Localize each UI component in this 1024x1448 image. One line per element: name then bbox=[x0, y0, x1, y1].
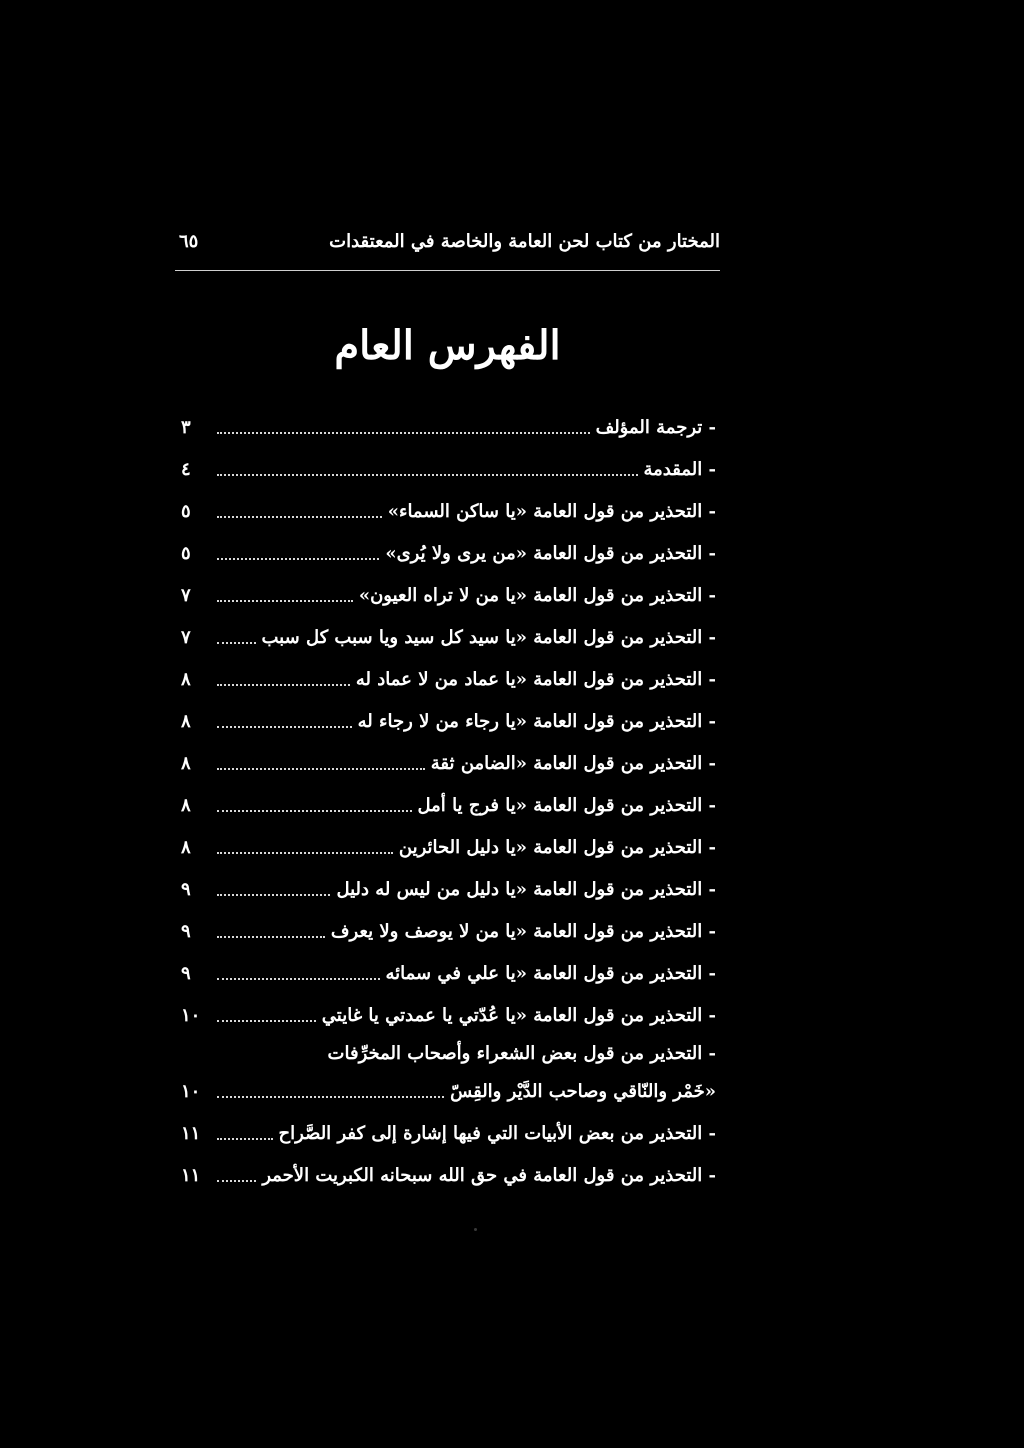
dot-leader bbox=[217, 432, 590, 434]
dot-leader bbox=[217, 516, 382, 518]
toc-entry-text: - التحذير من قول العامة «يا سيد كل سيد ويا سبب كل سبب bbox=[261, 626, 716, 648]
toc-entry-text: - المقدمة bbox=[643, 458, 716, 480]
toc-entry-page: ٩ bbox=[181, 878, 191, 900]
toc-entry-page: ١٠ bbox=[181, 1080, 201, 1102]
toc-entry-page: ٧ bbox=[181, 584, 191, 606]
toc-entry bbox=[175, 784, 720, 826]
toc-entry-page: ٤ bbox=[181, 458, 191, 480]
toc-entry bbox=[175, 826, 720, 868]
toc-entry bbox=[175, 406, 720, 448]
toc-entry-text: - التحذير من قول العامة «يا فرج يا أمل bbox=[417, 794, 716, 816]
toc-entry-text: - التحذير من قول العامة «يا من لا يوصف ولا يعرف bbox=[330, 920, 716, 942]
dot-leader bbox=[217, 642, 256, 644]
dot-leader bbox=[217, 474, 638, 476]
toc-entry-page: ٨ bbox=[181, 668, 191, 690]
toc-entry bbox=[175, 448, 720, 490]
toc-entry-text: - التحذير من قول العامة «يا علي في سمائه bbox=[385, 962, 716, 984]
toc-entry bbox=[175, 994, 720, 1036]
toc-entry-page: ١٠ bbox=[181, 1004, 201, 1026]
toc-entry bbox=[175, 532, 720, 574]
dot-leader bbox=[217, 936, 325, 938]
toc-entry bbox=[175, 910, 720, 952]
toc-entry-page: ٨ bbox=[181, 794, 191, 816]
toc-entry-page: ٥ bbox=[181, 500, 191, 522]
toc-entry-page: ٨ bbox=[181, 836, 191, 858]
toc-entry-page: ٨ bbox=[181, 710, 191, 732]
toc-entry-page: ١١ bbox=[181, 1122, 201, 1144]
page-number: ٦٥ bbox=[179, 230, 199, 252]
dot-leader bbox=[217, 1138, 273, 1140]
toc-entry bbox=[175, 742, 720, 784]
toc-entry bbox=[175, 952, 720, 994]
toc-entry-text: - التحذير من بعض الأبيات التي فيها إشارة إلى كفر الصَّراح bbox=[278, 1122, 716, 1144]
toc-entry-page: ٨ bbox=[181, 752, 191, 774]
toc-entry-text: - التحذير من قول العامة «يا عماد من لا عماد له bbox=[355, 668, 716, 690]
dot-leader bbox=[217, 1096, 444, 1098]
toc-entry-text: - التحذير من قول العامة «الضامن ثقة bbox=[430, 752, 716, 774]
toc-entry bbox=[175, 868, 720, 910]
toc-entry-text: - التحذير من قول العامة «يا رجاء من لا رجاء له bbox=[357, 710, 716, 732]
toc-entry bbox=[175, 1112, 720, 1154]
dot-leader bbox=[217, 978, 380, 980]
dot-leader bbox=[217, 1180, 256, 1182]
toc-entry-page: ٣ bbox=[181, 416, 191, 438]
scan-speck bbox=[474, 1228, 477, 1231]
toc-entry-page: ١١ bbox=[181, 1164, 201, 1186]
dot-leader bbox=[217, 558, 379, 560]
toc-entry-text: - التحذير من قول العامة في حق الله سبحانه الكبريت الأحمر bbox=[262, 1164, 716, 1186]
toc-heading: الفهرس العام bbox=[334, 322, 561, 369]
toc-entry-page: ٥ bbox=[181, 542, 191, 564]
toc-entry bbox=[175, 574, 720, 616]
dot-leader bbox=[217, 684, 350, 686]
dot-leader bbox=[217, 1020, 316, 1022]
dot-leader bbox=[217, 600, 353, 602]
toc-entry-page: ٩ bbox=[181, 962, 191, 984]
toc-entry-page: ٩ bbox=[181, 920, 191, 942]
toc-entry-text-continued: «خَمْر والنّاقي وصاحب الدَّيْر والقِسّ bbox=[450, 1080, 716, 1102]
toc-entry-text: - التحذير من قول بعض الشعراء وأصحاب المخرِّفات bbox=[327, 1042, 716, 1064]
toc-entry-text: - التحذير من قول العامة «يا ساكن السماء» bbox=[387, 500, 716, 522]
toc-entry bbox=[175, 700, 720, 742]
toc-entry bbox=[175, 1036, 720, 1112]
toc-entry-text: - ترجمة المؤلف bbox=[595, 416, 716, 438]
toc-entry-text: - التحذير من قول العامة «يا دليل من ليس له دليل bbox=[336, 878, 716, 900]
dot-leader bbox=[217, 726, 352, 728]
dot-leader bbox=[217, 852, 393, 854]
toc-entry-text: - التحذير من قول العامة «يا دليل الحائرين bbox=[398, 836, 716, 858]
table-of-contents bbox=[175, 406, 720, 1196]
toc-entry bbox=[175, 1154, 720, 1196]
toc-entry-text: - التحذير من قول العامة «يا عُدّتي يا عمدتي يا غايتي bbox=[321, 1004, 716, 1026]
dot-leader bbox=[217, 894, 330, 896]
dot-leader bbox=[217, 768, 425, 770]
toc-entry-page: ٧ bbox=[181, 626, 191, 648]
toc-entry bbox=[175, 490, 720, 532]
toc-entry bbox=[175, 658, 720, 700]
dot-leader bbox=[217, 810, 412, 812]
running-header bbox=[175, 224, 720, 258]
running-header-title: المختار من كتاب لحن العامة والخاصة في المعتقدات bbox=[329, 230, 720, 252]
toc-entry bbox=[175, 616, 720, 658]
header-divider bbox=[175, 270, 720, 271]
toc-entry-text: - التحذير من قول العامة «من يرى ولا يُرى» bbox=[385, 542, 716, 564]
toc-entry-text: - التحذير من قول العامة «يا من لا تراه العيون» bbox=[358, 584, 716, 606]
